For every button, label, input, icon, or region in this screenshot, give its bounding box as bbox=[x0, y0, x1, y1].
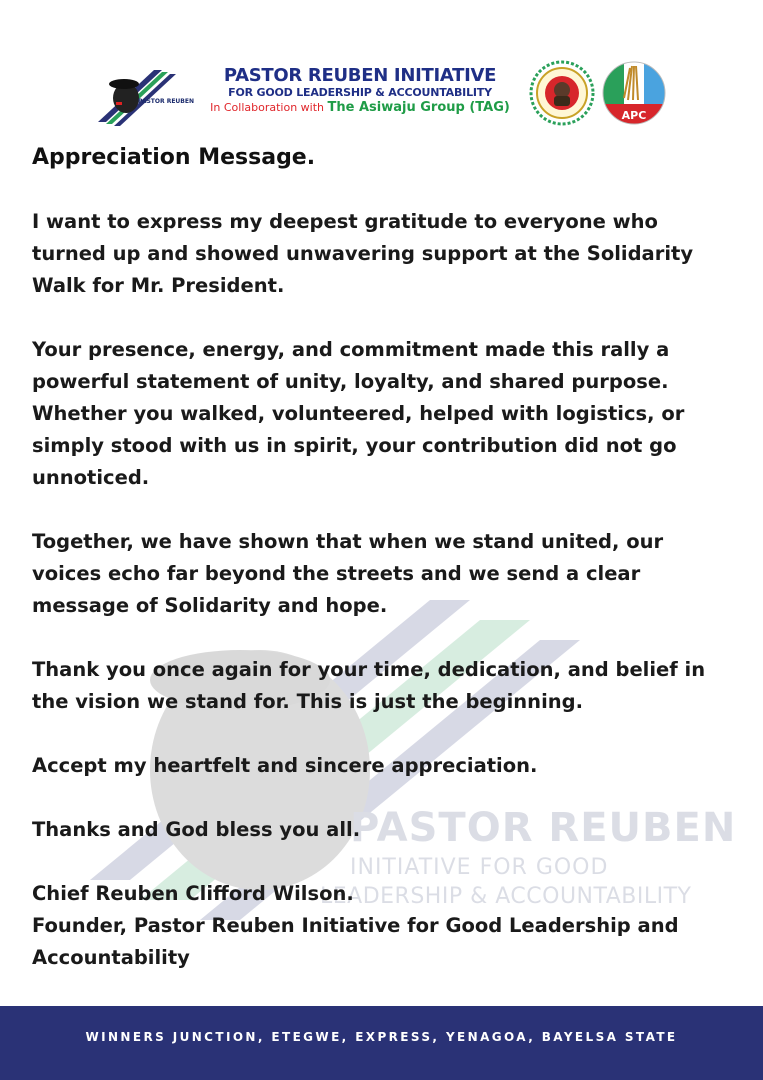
paragraph-gratitude: I want to express my deepest gratitude to everyone who turned up and showed unwavering support at the Solidarity Walk for Mr. President. bbox=[32, 210, 694, 297]
paragraph-blessing: Thanks and God bless you all. bbox=[32, 818, 361, 841]
logo-small-text: PASTOR REUBEN bbox=[138, 98, 194, 105]
asiwaju-seal-icon bbox=[527, 60, 597, 126]
letter-body bbox=[32, 142, 732, 974]
watermark-line2: INITIATIVE FOR GOOD bbox=[350, 855, 609, 880]
paragraph-presence: Your presence, energy, and commitment made this rally a powerful statement of unity, loyalty, and shared purpose. Whether you walked, volunteered, helped with logistics, or simply stood with us in spirit, your contribution did not go unnoticed. bbox=[32, 338, 685, 489]
collaboration-prefix: In Collaboration with bbox=[210, 101, 325, 114]
apc-party-logo bbox=[600, 60, 668, 126]
letterhead bbox=[0, 52, 763, 132]
paragraph-thank-you: Thank you once again for your time, dedication, and belief in the vision we stand for. This is just the beginning. bbox=[32, 658, 706, 713]
footer-bar bbox=[0, 1006, 763, 1080]
signature-name: Chief Reuben Clifford Wilson. bbox=[32, 882, 354, 905]
collaboration-line bbox=[205, 99, 515, 117]
collaboration-group: The Asiwaju Group (TAG) bbox=[327, 100, 510, 115]
paragraph-together: Together, we have shown that when we stand united, our voices echo far beyond the streets and we send a clear message of Solidarity and hope. bbox=[32, 530, 664, 617]
letterhead-title-block bbox=[205, 66, 515, 117]
footer-address: WINNERS JUNCTION, ETEGWE, EXPRESS, YENAGOA, BAYELSA STATE bbox=[85, 1030, 678, 1044]
watermark-line1: PASTOR REUBEN bbox=[350, 805, 737, 851]
apc-logo-icon bbox=[600, 60, 668, 126]
pastor-reuben-logo-icon bbox=[96, 62, 200, 126]
asiwaju-group-seal bbox=[527, 60, 597, 126]
letter-heading: Appreciation Message. bbox=[32, 145, 316, 170]
apc-label: APC bbox=[621, 109, 647, 122]
watermark-line3: LEADERSHIP & ACCOUNTABILITY bbox=[320, 884, 692, 909]
organization-title: PASTOR REUBEN INITIATIVE bbox=[223, 65, 497, 86]
signature-title: Founder, Pastor Reuben Initiative for Good Leadership and Accountability bbox=[32, 914, 679, 969]
organization-subtitle: FOR GOOD LEADERSHIP & ACCOUNTABILITY bbox=[228, 86, 492, 99]
paragraph-appreciation: Accept my heartfelt and sincere appreciation. bbox=[32, 754, 538, 777]
pastor-reuben-logo bbox=[96, 62, 200, 126]
